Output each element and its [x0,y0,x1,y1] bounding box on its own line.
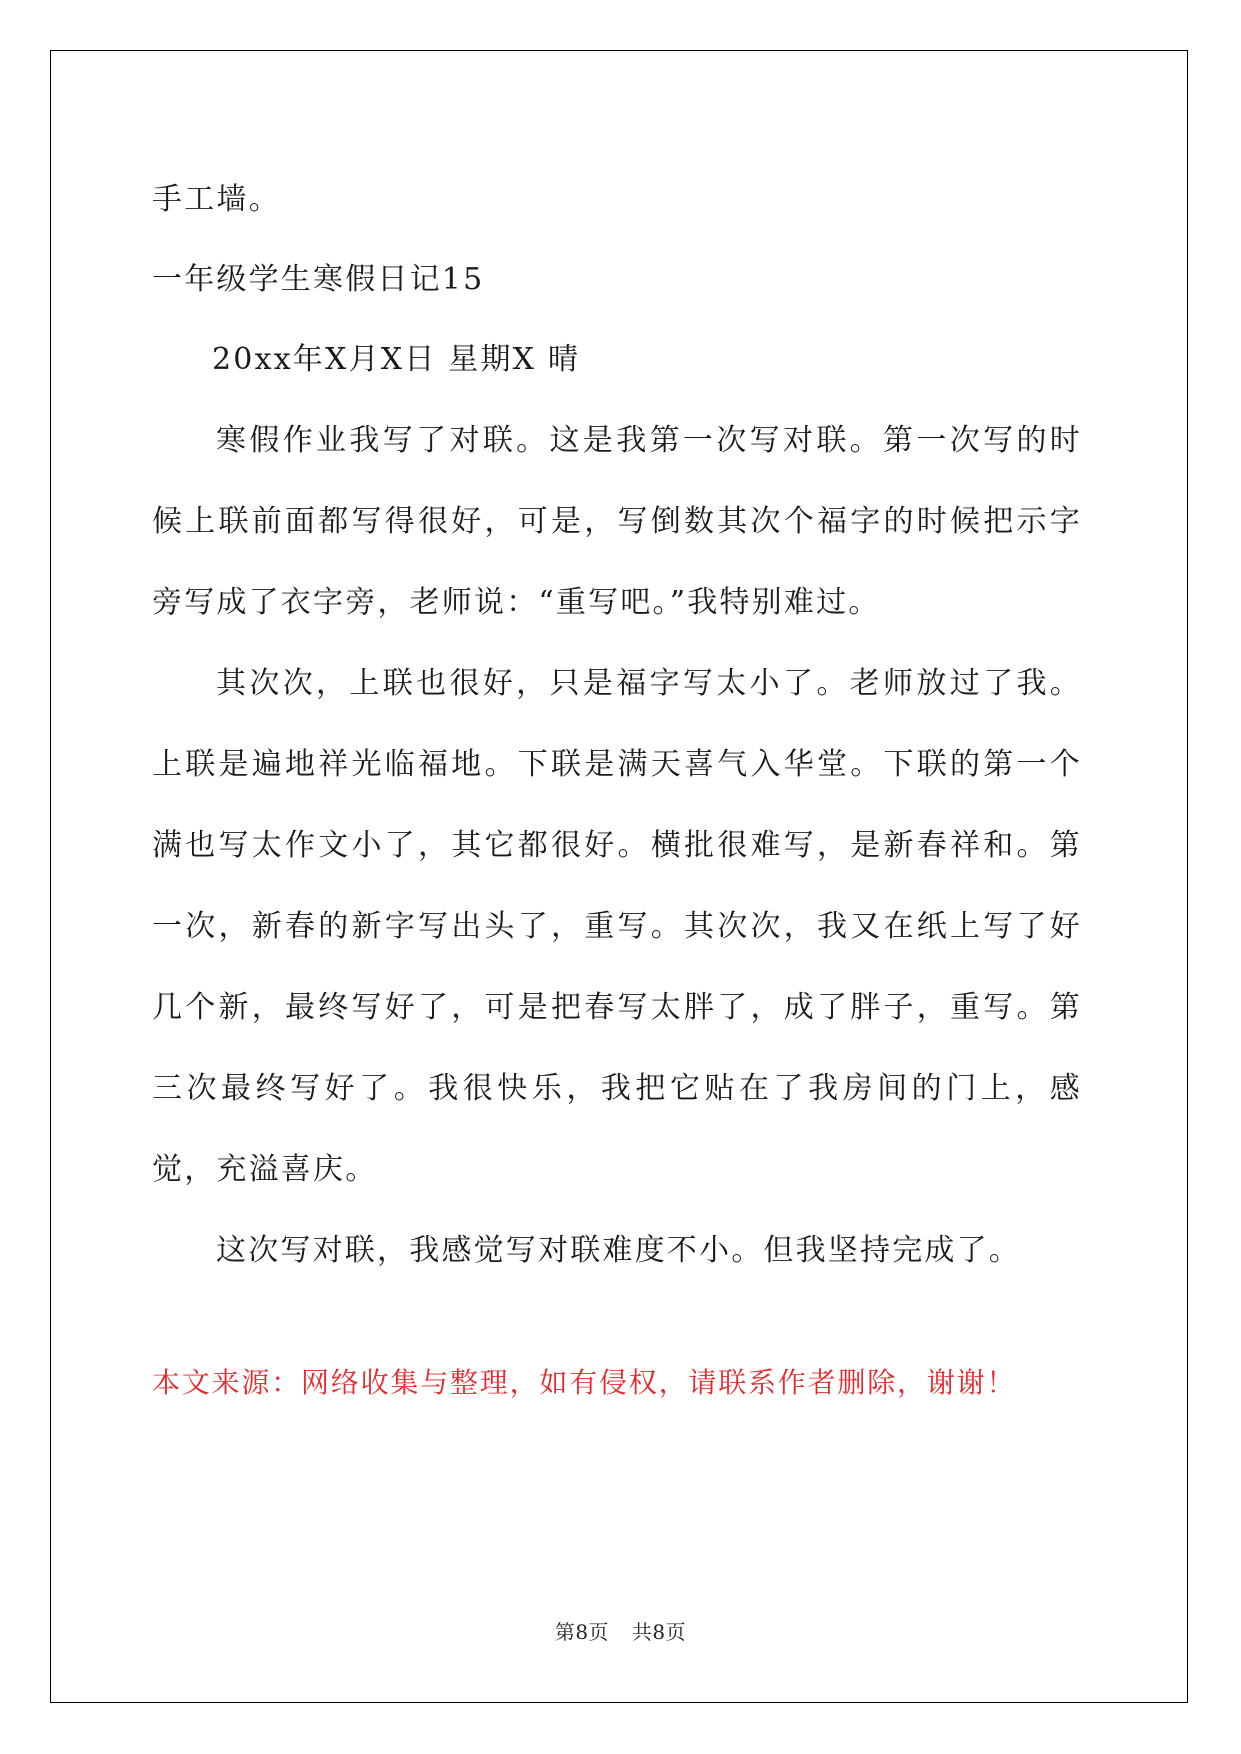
continued-text: 手工墙。 [152,182,281,217]
paragraph: 这次写对联，我感觉写对联难度不小。但我坚持完成了。 [216,1233,1021,1268]
page-number: 第8页 [554,1620,610,1644]
paragraph: 寒假作业我写了对联。这是我第一次写对联。第一次写的时候上联前面都写得很好，可是，写倒数其次个福字的时候把示字旁写成了衣字旁，老师说：“重写吧。”我特别难过。 [152,423,1082,620]
page-footer [0,1616,1241,1645]
diary-heading: 一年级学生寒假日记15 [152,262,485,297]
source-note: 本文来源：网络收集与整理，如有侵权，请联系作者删除，谢谢！ [152,1366,1017,1399]
paragraph: 其次次，上联也很好，只是福字写太小了。老师放过了我。上联是遍地祥光临福地。下联是满天喜气入华堂。下联的第一个满也写太作文小了，其它都很好。横批很难写，是新春祥和。第一次，新春的新字写出头了，重写。其次次，我又在纸上写了好几个新，最终写好了，可是把春写太胖了，成了胖子，重写。第三次最终写好了。我很快乐，我把它贴在了我房间的门上，感觉，充溢喜庆。 [152,666,1082,1187]
page-total: 共8页 [631,1620,687,1644]
date-line: 20xx年X月X日 星期X 晴 [212,342,581,377]
document-body [152,160,1082,1431]
